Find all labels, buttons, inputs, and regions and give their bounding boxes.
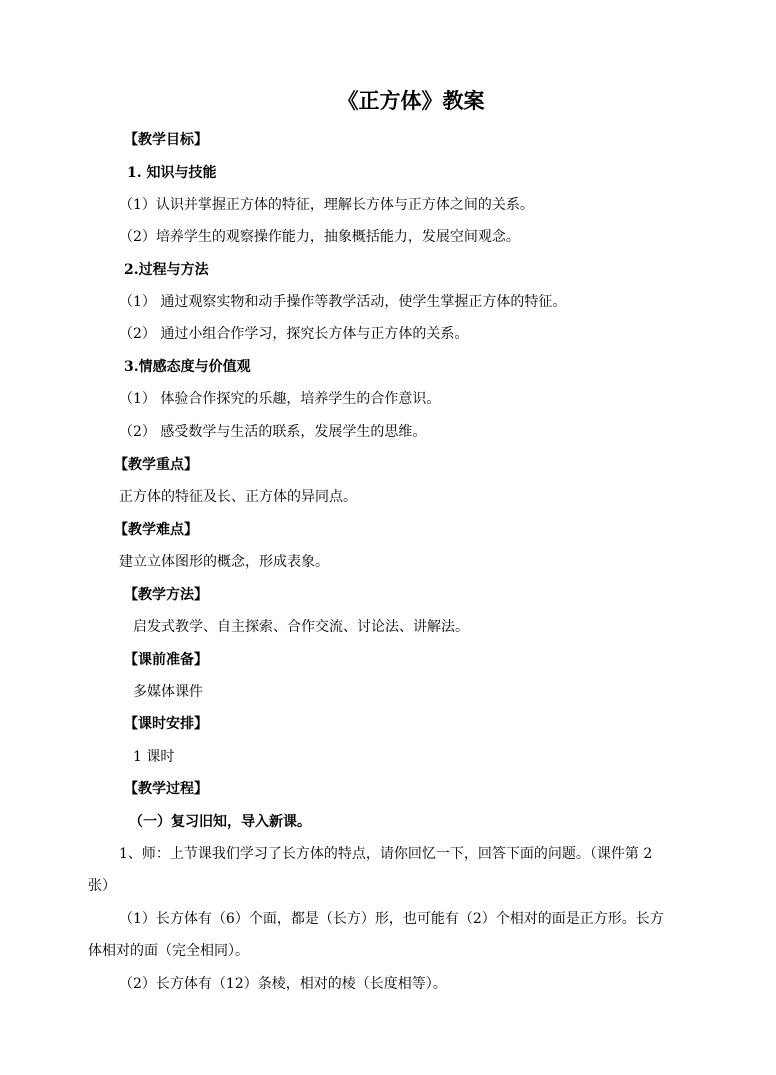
process-paragraph1-line1: 1、师：上节课我们学习了长方体的特点，请你回忆一下，回答下面的问题。（课件第 2 (119, 846, 653, 862)
page-title: 《正方体》教案 (337, 88, 485, 113)
process-paragraph1-line2: 张） (88, 878, 116, 894)
prep-heading: 【课前准备】 (124, 652, 208, 668)
key-heading: 【教学重点】 (114, 457, 198, 473)
goal2-heading: 2.过程与方法 (124, 262, 209, 278)
goal1-item1: （1）认识并掌握正方体的特征，理解长方体与正方体之间的关系。 (119, 197, 534, 213)
process-part1-heading: （一）复习旧知，导入新课。 (129, 814, 311, 830)
process-question1-line2: 体相对的面（完全相同）。 (88, 943, 249, 959)
goal3-item1: （1） 体验合作探究的乐趣，培养学生的合作意识。 (119, 391, 441, 407)
process-question1-line1: （1）长方体有（6）个面，都是（长方）形，也可能有（2）个相对的面是正方形。长方 (119, 911, 664, 927)
difficulty-heading: 【教学难点】 (114, 522, 198, 538)
goal2-item1: （1） 通过观察实物和动手操作等教学活动，使学生掌握正方体的特征。 (119, 294, 567, 310)
goal3-heading: 3.情感态度与价值观 (124, 359, 251, 375)
goal3-item2: （2） 感受数学与生活的联系，发展学生的思维。 (119, 424, 427, 440)
goal1-heading: 1. 知识与技能 (127, 165, 217, 181)
process-question2: （2）长方体有（12）条棱，相对的棱（长度相等）。 (119, 976, 447, 992)
prep-text: 多媒体课件 (133, 684, 203, 700)
key-text: 正方体的特征及长、正方体的异同点。 (119, 489, 357, 505)
method-text: 启发式教学、自主探索、合作交流、讨论法、讲解法。 (133, 619, 469, 635)
process-heading: 【教学过程】 (124, 781, 208, 797)
difficulty-text: 建立立体图形的概念，形成表象。 (119, 554, 329, 570)
schedule-heading: 【课时安排】 (124, 716, 208, 732)
method-heading: 【教学方法】 (124, 587, 208, 603)
goal2-item2: （2） 通过小组合作学习，探究长方体与正方体的关系。 (119, 326, 469, 342)
schedule-text: 1 课时 (133, 749, 175, 765)
goals-heading: 【教学目标】 (124, 132, 208, 148)
goal1-item2: （2）培养学生的观察操作能力，抽象概括能力，发展空间观念。 (119, 229, 520, 245)
